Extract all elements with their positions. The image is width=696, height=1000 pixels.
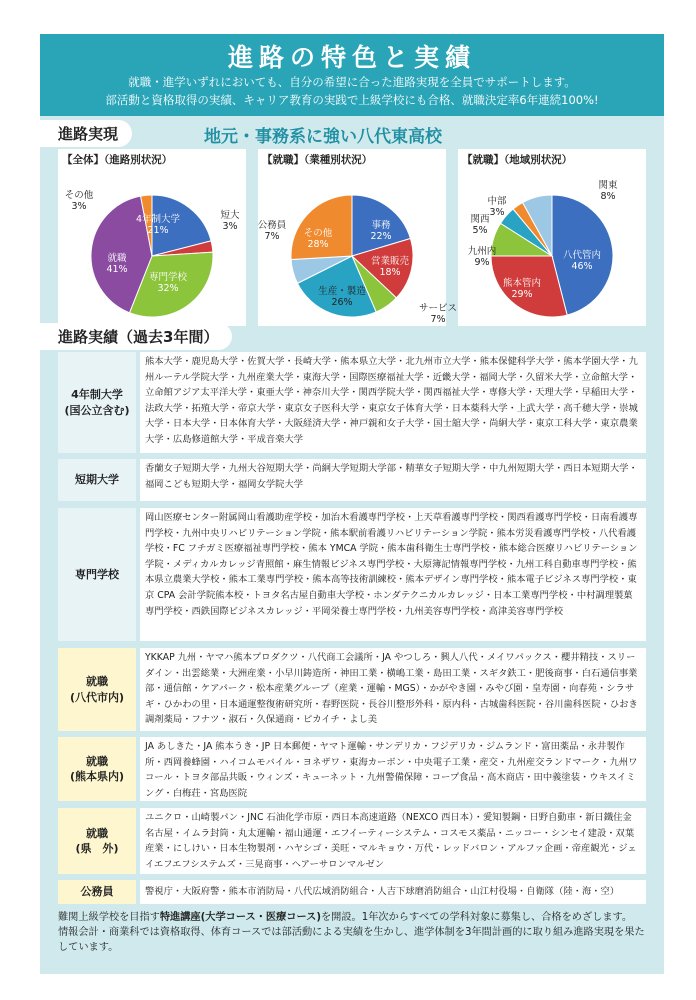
footer-text-1b: を開設。1年次からすべての学科対象に募集し、合格をめざします。 [320,912,633,923]
row-body: JA あしきた・JA 熊本うき・JP 日本郵便・ヤマト運輸・サンデリカ・フジデリカ・ジムランド・富田薬品・永井製作所・西岡養蜂園・ハイコムモバイル・ヨネザワ・東海カーボン・中央電子工業・産交・九州産交ランドマーク・九州ワコール・トヨタ部品共販・ウィンズ・キューネット・九州警備保障・コープ食品・高木商店・田中義塗装・ウキスイミング・白梅荘・宮島医院 [140,737,646,801]
pie-slice-label: 短大 3% [220,210,240,232]
pie-chart-region [458,149,646,326]
footer-note [58,910,654,955]
chart-title: 【就職】（地域別状況） [462,154,573,166]
section-label-career: 進路実現 [40,120,132,147]
pie-slice-label: 専門学校 32% [148,272,188,294]
pie-slice-label: サービス 7% [418,303,458,325]
row-head-text: 短期大学 [75,473,119,487]
pie-slice-label: 中部 3% [487,196,507,218]
footer-bold: 特進講座(大学コース・医療コース) [159,912,321,923]
pie-slice-label: 九州内 9% [467,246,497,268]
table-row-job-outside [58,808,646,874]
slogan: 地元・事務系に強い八代東高校 [204,127,442,147]
row-head [58,808,136,874]
row-head-text: 専門学校 [75,567,119,581]
pie-slice-label: 関東 8% [598,180,618,202]
row-head-text: 公務員 [80,885,114,899]
pie-slice-label: 就職 41% [106,253,128,275]
row-body: ユニクロ・山崎製パン・JNC 石油化学市原・西日本高速道路（NEXCO 西日本）・愛知製鋼・日野自動車・新日鐵住金名古屋・イムラ封筒・丸太運輸・福山通運・エフイーティーシステム・コスモス薬品・ニッコー・シンセイ建設・双葉産業・にしけい・日本生物製剤・ハヤシゴ・美旺・マルキョウ・万代・レッドバロン・アルファ企画・帝産観光・ジェイエフエフシステムズ・三晃商事・ヘアーサロンマルゼン [140,808,646,874]
row-body: 香蘭女子短期大学・九州大谷短期大学・尚絅大学短期大学部・精華女子短期大学・中九州短期大学・西日本短期大学・福岡こども短期大学・福岡女学院大学 [140,459,646,501]
chart-card-overall [58,149,246,326]
chart-title: 【就職】（業種別状況） [262,154,373,166]
pie-chart-industry [257,149,458,326]
pie-slice-label: 八代管内 46% [562,250,602,272]
chart-card-industry [257,149,458,326]
footer-text-2: 情報会計・商業科では資格取得、体育コースでは部活動による実績を生かし、進学体制を3年間計画的に取り組み進路実現を果たしています。 [58,927,645,953]
row-body: YKKAP 九州・ヤマハ熊本プロダクツ・八代商工会議所・JA やつしろ・興人八代・メイワパックス・櫻井精技・スリーダイン・出雲総業・大洲産業・小早川鋳造所・神田工業・横嶋工業・島田工業・スギタ鉄工・肥後商事・白石通信事業部・通信館・ケアパーク・松本産業グループ（産業・運輸・MGS）・かがやき園・みやび園・皇寿園・向春苑・シラサギ・ひかわの里・日本通運整復術研究所・春野医院・長谷川整形外科・原内科・古城歯科医院・谷川歯科医院・ひおき調剤薬局・フナツ・淑石・久保通商・ピカイチ・よし美 [140,648,646,731]
row-head [58,737,136,801]
chart-title: 【全体】（進路別状況） [62,154,173,166]
pie-slice-label: 熊本管内 29% [502,278,542,300]
row-body: 熊本大学・鹿児島大学・佐賀大学・長崎大学・熊本県立大学・北九州市立大学・熊本保健科学大学・熊本学園大学・九州ルーテル学院大学・九州産業大学・東海大学・国際医療福祉大学・近畿大学・福岡大学・久留米大学・立命館大学・立命館アジア太平洋大学・東亜大学・神奈川大学・関西学院大学・関西福祉大学・専修大学・天理大学・早稲田大学・法政大学・拓殖大学・帝京大学・東京女子医科大学・東京女子体育大学・日本薬科大学・上武大学・高千穂大学・崇城大学・日本大学・日本体育大学・大阪経済大学・神戸親和女子大学・国士舘大学・尚絅大学・東京工科大学・東京農業大学・広島修道館大学・平成音楽大学 [140,352,646,453]
table-row-university [58,352,646,453]
row-head-text: 就職 (熊本県内) [69,754,125,783]
pie-slice-label: 公務員 7% [257,220,287,242]
header-banner [40,34,664,116]
pie-slice-label: 営業販売 18% [370,256,410,278]
page [40,34,664,974]
pie-slice-label: 関西 5% [470,214,490,236]
row-head [58,352,136,453]
row-head-text: 就職 (県 外) [75,826,119,855]
row-head [58,459,136,501]
pie-slice-label: 事務 22% [370,220,392,242]
table-row-vocational [58,508,646,641]
row-head [58,880,136,904]
pie-slice-label: 生産・製造 26% [318,286,366,308]
pie-slice-label: その他 3% [64,190,94,212]
row-head [58,508,136,641]
lead-text-2: 部活動と資格取得の実績、キャリア教育の実践で上級学校にも合格、就職決定率6年連続100%! [105,93,599,107]
pie-slice-label: 4年制大学 21% [135,214,181,236]
pie-chart-overall [58,149,246,326]
row-body: 岡山医療センター附属岡山看護助産学校・加治木看護専門学校・上天草看護専門学校・関西看護専門学校・日南看護専門学校・九州中央リハビリテーション学院・熊本駅前看護リハビリテーション学院・熊本労災看護専門学校・八代看護学校・FC フチガミ医療福祉専門学校・熊本 YMCA 学院・熊本歯科衛生士専門学校・熊本総合医療リハビリテーション学院・メディカルカレッジ青照館・麻生情報ビジネス専門学校・大原簿記情報専門学校・九州工科自動車専門学校・熊本県立農業大学校・熊本工業専門学校・熊本高等技術訓練校・熊本デザイン専門学校・熊本電子ビジネス専門学校・東京 CPA 会計学院熊本校・トヨタ名古屋自動車大学校・ホンダテクニカルカレッジ・日本工業専門学校・中村調理製菓専門学校・西鉄国際ビジネスカレッジ・平岡栄養士専門学校・九州美容専門学校・高津美容専門学校 [140,508,646,641]
table-row-junior [58,459,646,501]
page-title: 進路の特色と実績 [227,43,476,72]
pie-slice-label: その他 28% [303,228,333,250]
table-row-job-kumamoto [58,737,646,801]
footer-text-1: 難関上級学校を目指す [58,912,160,923]
row-head [58,648,136,731]
chart-card-region [458,149,646,326]
lead-text-1: 就職・進学いずれにおいても、自分の希望に合った進路実現を全員でサポートします。 [128,75,576,89]
table-row-job-yatsushiro [58,648,646,731]
row-head-text: 4年制大学 (国公立含む) [64,388,130,417]
row-body: 警視庁・大阪府警・熊本市消防局・八代広域消防組合・人吉下球磨消防組合・山江村役場・自衛隊（陸・海・空） [140,880,646,904]
row-head-text: 就職 (八代市内) [69,675,125,704]
table-row-public [58,880,646,904]
section-label-results: 進路実績（過去3年間） [40,323,232,350]
